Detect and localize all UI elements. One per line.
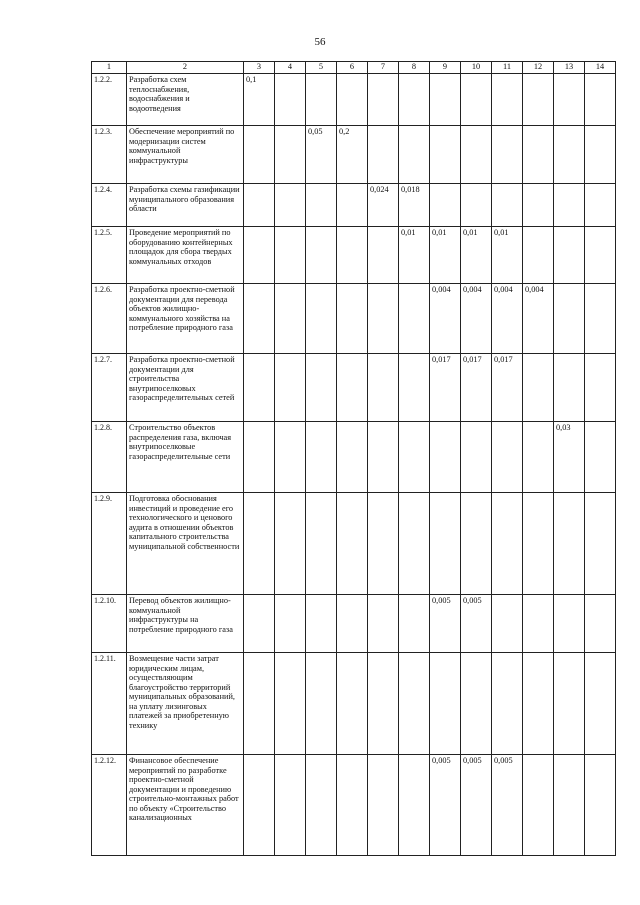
header-cell: 14 — [585, 62, 616, 74]
value-cell — [399, 422, 430, 493]
value-cell — [399, 354, 430, 422]
value-cell — [368, 126, 399, 184]
value-cell — [368, 74, 399, 126]
header-cell: 8 — [399, 62, 430, 74]
value-cell — [585, 74, 616, 126]
value-cell — [368, 755, 399, 856]
value-cell: 0,2 — [337, 126, 368, 184]
value-cell — [368, 595, 399, 653]
value-cell — [554, 595, 585, 653]
row-number-cell: 1.2.6. — [92, 284, 127, 354]
value-cell: 0,01 — [399, 227, 430, 284]
value-cell — [368, 493, 399, 595]
value-cell — [523, 74, 554, 126]
value-cell — [337, 354, 368, 422]
value-cell — [523, 227, 554, 284]
value-cell — [337, 755, 368, 856]
value-cell — [275, 422, 306, 493]
value-cell — [337, 227, 368, 284]
value-cell — [244, 354, 275, 422]
row-description-cell: Проведение мероприятий по оборудованию контейнерных площадок для сбора твердых коммунальных отходов — [127, 227, 244, 284]
value-cell: 0,005 — [430, 755, 461, 856]
value-cell — [306, 354, 337, 422]
value-cell — [306, 284, 337, 354]
value-cell — [306, 422, 337, 493]
table-body — [92, 74, 616, 856]
value-cell — [306, 227, 337, 284]
value-cell — [554, 74, 585, 126]
value-cell — [399, 74, 430, 126]
value-cell — [275, 653, 306, 755]
value-cell — [492, 126, 523, 184]
page-number: 56 — [314, 36, 326, 48]
value-cell — [492, 595, 523, 653]
row-number-cell: 1.2.8. — [92, 422, 127, 493]
value-cell — [554, 493, 585, 595]
value-cell — [244, 653, 275, 755]
header-cell: 5 — [306, 62, 337, 74]
value-cell — [554, 653, 585, 755]
row-number-cell: 1.2.9. — [92, 493, 127, 595]
value-cell — [461, 653, 492, 755]
value-cell — [461, 422, 492, 493]
header-cell: 4 — [275, 62, 306, 74]
row-description-cell: Обеспечение мероприятий по модернизации систем коммунальной инфраструктуры — [127, 126, 244, 184]
row-description-cell: Разработка проектно-сметной документации для перевода объектов жилищно-коммунального хозяйства на потребление природного газа — [127, 284, 244, 354]
value-cell — [244, 184, 275, 227]
value-cell: 0,01 — [492, 227, 523, 284]
header-cell: 13 — [554, 62, 585, 74]
table-row — [92, 595, 616, 653]
value-cell — [585, 755, 616, 856]
table-row — [92, 755, 616, 856]
value-cell — [523, 126, 554, 184]
value-cell — [585, 227, 616, 284]
row-number-cell: 1.2.5. — [92, 227, 127, 284]
value-cell — [337, 284, 368, 354]
value-cell — [337, 422, 368, 493]
value-cell — [585, 184, 616, 227]
value-cell — [306, 74, 337, 126]
header-row — [92, 62, 616, 74]
value-cell — [585, 354, 616, 422]
header-cell: 10 — [461, 62, 492, 74]
value-cell — [368, 422, 399, 493]
table-row — [92, 284, 616, 354]
value-cell: 0,005 — [461, 755, 492, 856]
table-row — [92, 126, 616, 184]
value-cell — [523, 653, 554, 755]
table-row — [92, 184, 616, 227]
header-cell: 7 — [368, 62, 399, 74]
row-description-cell: Возмещение части затрат юридическим лицам, осуществляющим благоустройство территорий муниципальных образований, на уплату лизинговых платежей за приобретенную технику — [127, 653, 244, 755]
header-cell: 2 — [127, 62, 244, 74]
value-cell — [275, 493, 306, 595]
value-cell: 0,01 — [461, 227, 492, 284]
row-description-cell: Разработка схемы газификации муниципального образования области — [127, 184, 244, 227]
value-cell — [275, 755, 306, 856]
value-cell — [275, 126, 306, 184]
value-cell — [461, 493, 492, 595]
value-cell — [492, 422, 523, 493]
value-cell — [554, 354, 585, 422]
value-cell — [554, 227, 585, 284]
value-cell — [275, 227, 306, 284]
value-cell — [399, 493, 430, 595]
value-cell — [430, 184, 461, 227]
value-cell — [306, 493, 337, 595]
budget-table — [91, 61, 616, 856]
value-cell — [585, 422, 616, 493]
value-cell — [244, 755, 275, 856]
value-cell — [275, 595, 306, 653]
value-cell — [306, 755, 337, 856]
value-cell — [461, 184, 492, 227]
value-cell — [275, 184, 306, 227]
row-number-cell: 1.2.10. — [92, 595, 127, 653]
value-cell — [244, 227, 275, 284]
value-cell — [368, 653, 399, 755]
row-number-cell: 1.2.2. — [92, 74, 127, 126]
value-cell — [275, 74, 306, 126]
value-cell: 0,005 — [461, 595, 492, 653]
header-cell: 3 — [244, 62, 275, 74]
value-cell — [523, 422, 554, 493]
row-description-cell: Строительство объектов распределения газа, включая внутрипоселковые газораспределительные сети — [127, 422, 244, 493]
table-row — [92, 422, 616, 493]
value-cell: 0,005 — [492, 755, 523, 856]
value-cell — [368, 284, 399, 354]
value-cell — [554, 755, 585, 856]
value-cell — [461, 74, 492, 126]
value-cell — [244, 595, 275, 653]
value-cell — [275, 284, 306, 354]
row-number-cell: 1.2.4. — [92, 184, 127, 227]
header-cell: 6 — [337, 62, 368, 74]
row-number-cell: 1.2.3. — [92, 126, 127, 184]
value-cell — [399, 653, 430, 755]
value-cell — [337, 74, 368, 126]
value-cell — [275, 354, 306, 422]
row-number-cell: 1.2.7. — [92, 354, 127, 422]
value-cell — [523, 595, 554, 653]
value-cell — [585, 493, 616, 595]
value-cell — [399, 284, 430, 354]
row-description-cell: Разработка проектно-сметной документации для строительства внутрипоселковых газораспределительных сетей — [127, 354, 244, 422]
value-cell: 0,004 — [461, 284, 492, 354]
value-cell — [430, 126, 461, 184]
value-cell — [585, 284, 616, 354]
value-cell — [244, 126, 275, 184]
header-cell: 12 — [523, 62, 554, 74]
value-cell: 0,004 — [430, 284, 461, 354]
value-cell — [430, 653, 461, 755]
value-cell: 0,017 — [461, 354, 492, 422]
row-description-cell: Разработка схем теплоснабжения, водоснабжения и водоотведения — [127, 74, 244, 126]
value-cell — [306, 653, 337, 755]
table-row — [92, 227, 616, 284]
value-cell: 0,017 — [492, 354, 523, 422]
value-cell — [554, 126, 585, 184]
value-cell — [244, 422, 275, 493]
value-cell — [492, 74, 523, 126]
value-cell — [337, 653, 368, 755]
value-cell — [399, 126, 430, 184]
value-cell — [337, 493, 368, 595]
value-cell — [492, 653, 523, 755]
row-description-cell: Подготовка обоснования инвестиций и проведение его технологического и ценового аудита в отношении объектов капитального строительства муниципальной собственности — [127, 493, 244, 595]
value-cell — [585, 653, 616, 755]
header-cell: 9 — [430, 62, 461, 74]
value-cell — [523, 354, 554, 422]
value-cell — [306, 595, 337, 653]
value-cell — [554, 184, 585, 227]
value-cell: 0,005 — [430, 595, 461, 653]
value-cell — [523, 755, 554, 856]
value-cell — [306, 184, 337, 227]
value-cell: 0,05 — [306, 126, 337, 184]
value-cell — [585, 126, 616, 184]
table-row — [92, 653, 616, 755]
value-cell — [399, 755, 430, 856]
table-row — [92, 493, 616, 595]
value-cell — [368, 227, 399, 284]
value-cell — [337, 595, 368, 653]
value-cell — [554, 284, 585, 354]
value-cell: 0,01 — [430, 227, 461, 284]
value-cell — [244, 493, 275, 595]
row-description-cell: Финансовое обеспечение мероприятий по разработке проектно-сметной документации и проведению строительно-монтажных работ по объекту «Строительство канализационных — [127, 755, 244, 856]
value-cell — [492, 184, 523, 227]
row-number-cell: 1.2.12. — [92, 755, 127, 856]
value-cell — [492, 493, 523, 595]
value-cell: 0,024 — [368, 184, 399, 227]
value-cell — [523, 184, 554, 227]
header-cell: 11 — [492, 62, 523, 74]
header-cell: 1 — [92, 62, 127, 74]
value-cell — [430, 74, 461, 126]
value-cell — [430, 493, 461, 595]
value-cell: 0,1 — [244, 74, 275, 126]
value-cell — [399, 595, 430, 653]
table-row — [92, 74, 616, 126]
row-number-cell: 1.2.11. — [92, 653, 127, 755]
value-cell: 0,004 — [523, 284, 554, 354]
value-cell: 0,03 — [554, 422, 585, 493]
value-cell — [585, 595, 616, 653]
value-cell — [461, 126, 492, 184]
value-cell — [368, 354, 399, 422]
value-cell — [244, 284, 275, 354]
row-description-cell: Перевод объектов жилищно-коммунальной инфраструктуры на потребление природного газа — [127, 595, 244, 653]
value-cell: 0,018 — [399, 184, 430, 227]
value-cell: 0,017 — [430, 354, 461, 422]
value-cell — [523, 493, 554, 595]
value-cell: 0,004 — [492, 284, 523, 354]
value-cell — [337, 184, 368, 227]
table-row — [92, 354, 616, 422]
value-cell — [430, 422, 461, 493]
